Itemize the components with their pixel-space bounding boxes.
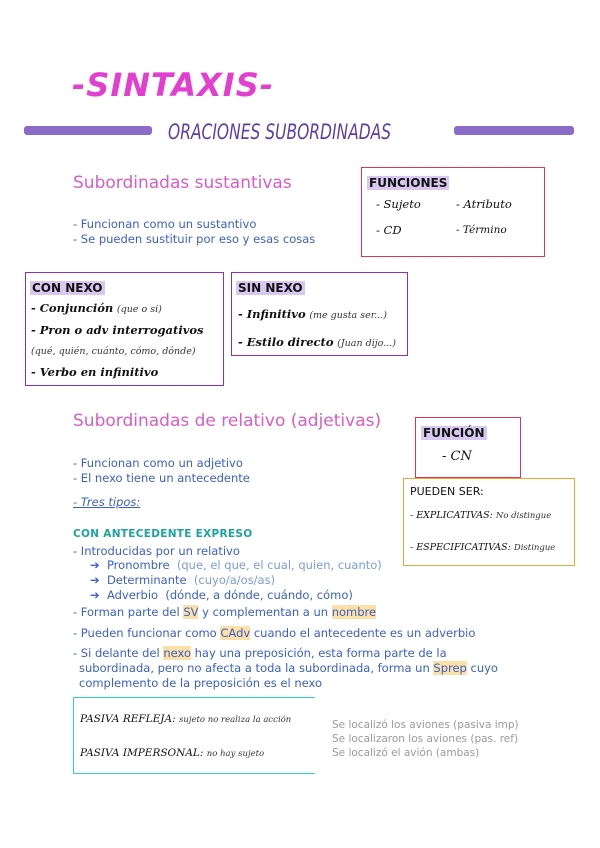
- note: sujeto no realiza la acción: [178, 715, 292, 725]
- line: - Verbo en infinitivo: [31, 365, 159, 379]
- example: Se localizaron los aviones (pas. ref): [332, 733, 519, 745]
- con-nexo-heading: CON NEXO: [32, 281, 103, 295]
- introducidas-line: - Introducidas por un relativo: [73, 544, 240, 558]
- line: - Estilo directo: [238, 335, 334, 349]
- funciones-item: - Término: [456, 224, 507, 236]
- funciones-item: - Sujeto: [376, 197, 421, 211]
- label: Pronombre: [106, 558, 170, 572]
- text: y complementan a un: [198, 605, 332, 619]
- pueden-ser-box: [403, 478, 575, 566]
- note: (Juan dijo...): [337, 338, 396, 349]
- example: (cuyo/a/os/as): [193, 573, 276, 587]
- note: (que o si): [116, 304, 162, 315]
- example: (que, el que, el cual, quien, cuanto): [176, 558, 382, 572]
- highlight: nexo: [163, 646, 191, 660]
- divider-left: [24, 126, 152, 135]
- pueden-ser-heading: PUEDEN SER:: [410, 485, 484, 498]
- con-nexo-box: [25, 272, 224, 386]
- label: Determinante: [106, 573, 187, 587]
- cadv-line: [73, 626, 475, 641]
- pasiva-impersonal: [80, 743, 316, 765]
- highlight: Sprep: [433, 661, 467, 675]
- pueden-ser-item: [410, 505, 576, 527]
- prep-line: [73, 646, 543, 691]
- divider-right: [454, 126, 574, 135]
- funciones-item: - Atributo: [456, 197, 512, 211]
- funciones-item: - CD: [376, 223, 402, 237]
- section-heading-sustantivas: Subordinadas sustantivas: [73, 173, 292, 193]
- example: Se localizó el avión (ambas): [332, 747, 480, 759]
- text: - Pueden funcionar como: [73, 626, 221, 640]
- pasivas-box: [73, 697, 315, 774]
- text: cuando el antecedente es un adverbio: [250, 626, 476, 640]
- page-subtitle: ORACIONES SUBORDINADAS: [168, 120, 392, 144]
- list-item: ➔ Adverbio (dónde, a dónde, cuándo, cómo): [90, 588, 353, 602]
- label: PASIVA REFLEJA:: [80, 713, 176, 725]
- line: - Pron o adv interrogativos: [31, 323, 204, 337]
- highlight: SV: [183, 605, 199, 619]
- label: - EXPLICATIVAS:: [410, 510, 493, 521]
- antecedente-heading: CON ANTECEDENTE EXPRESO: [73, 528, 253, 540]
- bullet: - Funcionan como un sustantivo: [73, 217, 257, 231]
- relativo-types-list: [90, 558, 382, 603]
- sv-line: [73, 605, 376, 620]
- pueden-ser-item: [410, 537, 576, 559]
- note: Distingue: [513, 543, 556, 553]
- note: (me gusta ser...): [309, 310, 388, 321]
- text: - Forman parte del: [73, 605, 184, 619]
- pasiva-refleja: [80, 709, 316, 731]
- label: Adverbio: [106, 588, 159, 602]
- funcion-item: - CN: [442, 449, 472, 464]
- bullet: - Funcionan como un adjetivo: [73, 456, 243, 470]
- sustantivas-bullets: [73, 217, 315, 247]
- funcion-heading: FUNCIÓN: [423, 426, 485, 440]
- list-item: ➔ Pronombre (que, el que, el cual, quien, cuanto): [90, 558, 382, 572]
- tres-tipos: - Tres tipos:: [73, 495, 141, 509]
- label: PASIVA IMPERSONAL:: [80, 747, 204, 759]
- page-title: -SINTAXIS-: [72, 66, 275, 104]
- sin-nexo-lines: [238, 301, 408, 357]
- text: cuyo: [466, 661, 498, 675]
- text: hay una preposición, esta forma parte de la: [190, 646, 447, 660]
- note: No distingue: [495, 511, 552, 521]
- highlight: CAdv: [220, 626, 251, 640]
- funciones-heading: FUNCIONES: [369, 176, 448, 190]
- sin-nexo-heading: SIN NEXO: [238, 281, 303, 295]
- text: complemento de la preposición es el nexo: [79, 676, 322, 690]
- note: no hay sujeto: [206, 749, 265, 759]
- line: - Conjunción: [31, 301, 114, 315]
- section-heading-relativo: Subordinadas de relativo (adjetivas): [73, 411, 382, 431]
- example: Se localizó los aviones (pasiva imp): [332, 719, 519, 731]
- text: - Si delante del: [73, 646, 164, 660]
- line: - Infinitivo: [238, 307, 306, 321]
- con-nexo-lines: [31, 298, 221, 383]
- pasivas-examples: [332, 718, 519, 760]
- sin-nexo-box: [231, 272, 408, 356]
- example: (dónde, a dónde, cuándo, cómo): [165, 588, 353, 602]
- note: (qué, quién, cuánto, cómo, dónde): [31, 346, 196, 357]
- relativo-bullets: [73, 456, 250, 486]
- funciones-box: [361, 167, 545, 257]
- text: subordinada, pero no afecta a toda la subordinada, forma un: [79, 661, 434, 675]
- highlight: nombre: [331, 605, 377, 619]
- label: - ESPECIFICATIVAS:: [410, 542, 511, 553]
- bullet: - Se pueden sustituir por eso y esas cosas: [73, 232, 316, 246]
- list-item: ➔ Determinante (cuyo/a/os/as): [90, 573, 276, 587]
- bullet: - El nexo tiene un antecedente: [73, 471, 250, 485]
- funcion-box: [415, 417, 521, 478]
